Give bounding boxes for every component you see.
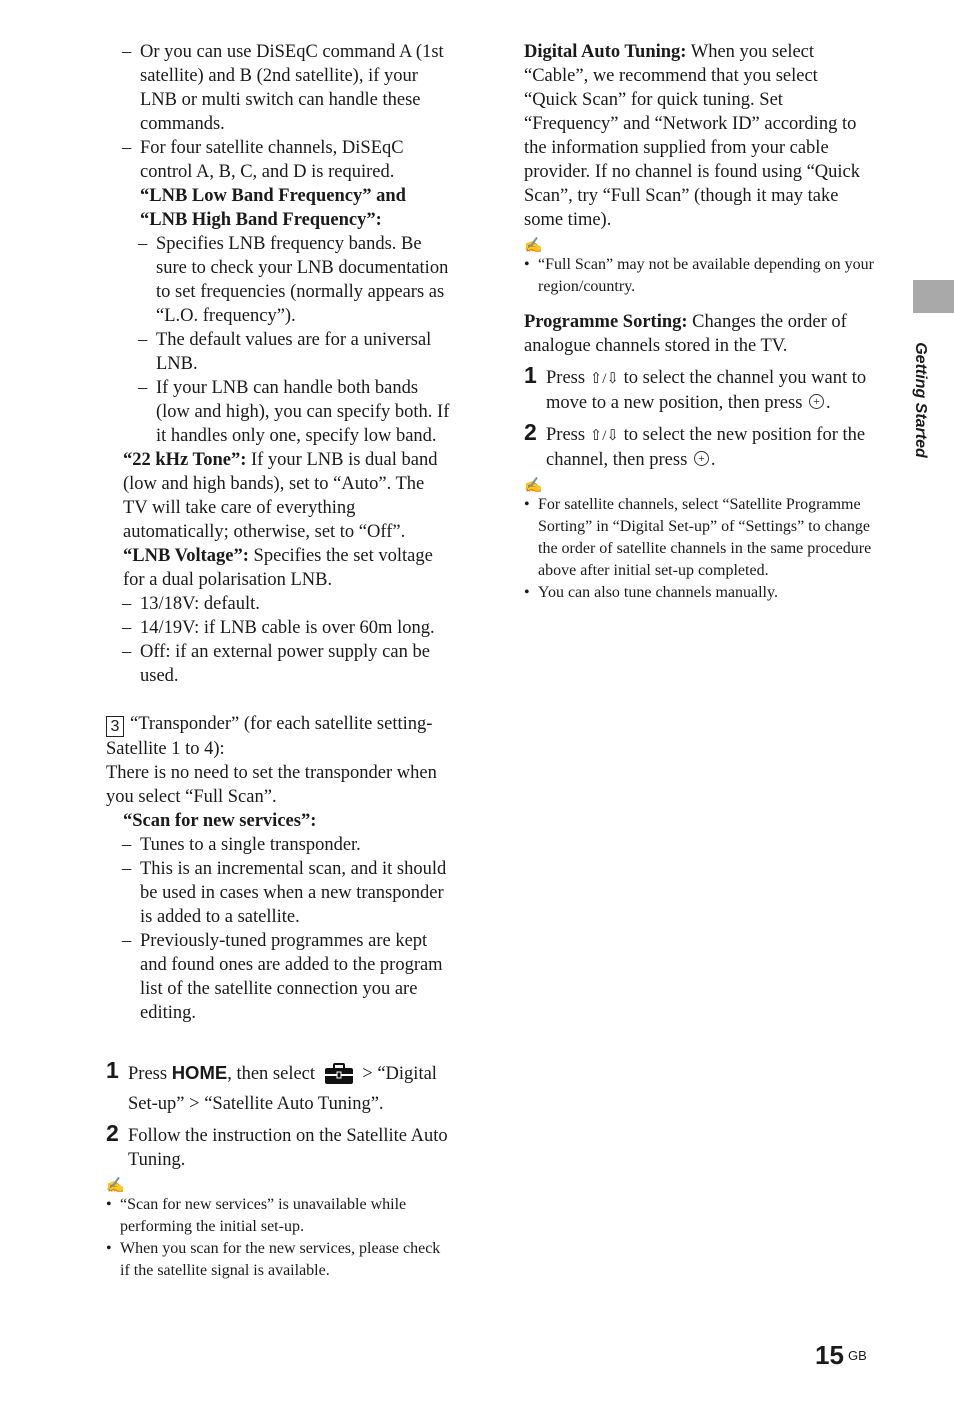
right-column <box>524 40 874 604</box>
note-icon: ✍ <box>524 478 543 494</box>
voltage-item: – 13/18V: default. <box>106 592 451 616</box>
scan-item: – Previously-tuned programmes are kept and found ones are added to the program list of the satellite connection you are editing. <box>106 929 451 1025</box>
note-item: • When you scan for the new services, please check if the satellite signal is available. <box>106 1238 451 1282</box>
step-text: Press <box>128 1064 172 1084</box>
lnb-frequency-item: – Specifies LNB frequency bands. Be sure to check your LNB documentation to set frequencies (normally appears as “L.O. frequency”). <box>106 232 451 328</box>
section-side-label: Getting Started <box>912 342 929 458</box>
voltage-label: “LNB Voltage”: <box>123 546 249 566</box>
step3-text: “Transponder” (for each satellite setting- Satellite 1 to 4): <box>106 714 433 759</box>
programme-sorting-paragraph <box>524 310 874 358</box>
voltage-item: – 14/19V: if LNB cable is over 60m long. <box>106 616 451 640</box>
diseqc-abcd-text: – For four satellite channels, DiSEqC control A, B, C, and D is required. <box>106 136 451 184</box>
dat-text: When you select “Cable”, we recommend that you select “Quick Scan” for quick tuning. Set “Frequency” and “Network ID” according to the information supplied from your cable provider. If no channel is found using “Quick Scan”, try “Full Scan” (though it may take some time). <box>524 42 861 230</box>
ps-label: Programme Sorting: <box>524 312 688 332</box>
lnb-frequency-label: “LNB Low Band Frequency” and “LNB High Band Frequency”: <box>140 186 406 230</box>
step-text: . <box>710 450 716 470</box>
step3-subtext: There is no need to set the transponder when you select “Full Scan”. <box>106 763 437 807</box>
voltage-paragraph <box>106 544 451 592</box>
left-step-2 <box>106 1120 451 1172</box>
scan-label: “Scan for new services”: <box>123 811 317 831</box>
step-number: 1 <box>524 362 537 388</box>
scan-item: – This is an incremental scan, and it should be used in cases when a new transponder is added to a satellite. <box>106 857 451 929</box>
tone-text: If your LNB is dual band (low and high bands), set to “Auto”. The TV will take care of everything automatically; otherwise, set to “Off”. <box>123 450 438 542</box>
note-item: • “Full Scan” may not be available depending on your region/country. <box>524 254 874 298</box>
step-number: 2 <box>524 419 537 445</box>
section-tab-marker <box>913 280 954 313</box>
right-step-1 <box>524 362 874 415</box>
step-number: 2 <box>106 1120 119 1146</box>
diseqc-ab-text: – Or you can use DiSEqC command A (1st satellite) and B (2nd satellite), if your LNB or multi switch can handle these commands. <box>106 40 451 136</box>
step-text: . <box>826 393 831 413</box>
right-step-2 <box>524 419 874 472</box>
left-column <box>106 40 451 1282</box>
step-number: 1 <box>106 1057 119 1083</box>
step3-number-box: 3 <box>106 716 124 737</box>
tone-paragraph <box>106 448 451 544</box>
step-text: to select the channel you want to move to a new position, then press <box>546 368 867 413</box>
note-item: • “Scan for new services” is unavailable while performing the initial set-up. <box>106 1194 451 1238</box>
note-item: • You can also tune channels manually. <box>524 582 874 604</box>
note-icon: ✍ <box>524 238 543 254</box>
enter-button-icon <box>694 451 709 466</box>
scan-item: – Tunes to a single transponder. <box>106 833 451 857</box>
dat-label: Digital Auto Tuning: <box>524 42 687 62</box>
home-key: HOME <box>171 1062 228 1083</box>
page-number: 15 <box>815 1340 844 1370</box>
note-icon: ✍ <box>106 1178 125 1194</box>
tone-label: “22 kHz Tone”: <box>123 450 247 470</box>
step-text: > “Digital Set-up” > “Satellite Auto Tuning”. <box>128 1064 437 1114</box>
step-text: Press <box>546 368 590 388</box>
lnb-frequency-item: – The default values are for a universal LNB. <box>106 328 451 376</box>
up-down-arrow-icon: ⇧/⇩ <box>589 428 619 444</box>
left-step-1 <box>106 1057 451 1116</box>
ps-text: Changes the order of analogue channels stored in the TV. <box>524 312 847 356</box>
step3-heading <box>106 712 451 761</box>
up-down-arrow-icon: ⇧/⇩ <box>589 371 619 387</box>
voltage-item: – Off: if an external power supply can be used. <box>106 640 451 688</box>
voltage-text: Specifies the set voltage for a dual polarisation LNB. <box>123 546 433 590</box>
page-suffix: GB <box>848 1348 867 1363</box>
lnb-frequency-item: – If your LNB can handle both bands (low and high), you can specify both. If it handles only one, specify low band. <box>106 376 451 448</box>
toolbox-icon <box>324 1063 354 1092</box>
step-text: Press <box>546 425 590 445</box>
note-item: • For satellite channels, select “Satellite Programme Sorting” in “Digital Set-up” of “Settings” to change the order of satellite channels in the same procedure above after initial set-up completed. <box>524 494 874 582</box>
step-text: , then select <box>227 1064 320 1084</box>
step-text: to select the new position for the channel, then press <box>546 425 866 470</box>
digital-auto-tuning-paragraph <box>524 40 874 232</box>
step-text: Follow the instruction on the Satellite Auto Tuning. <box>128 1126 448 1170</box>
enter-button-icon <box>809 394 824 409</box>
